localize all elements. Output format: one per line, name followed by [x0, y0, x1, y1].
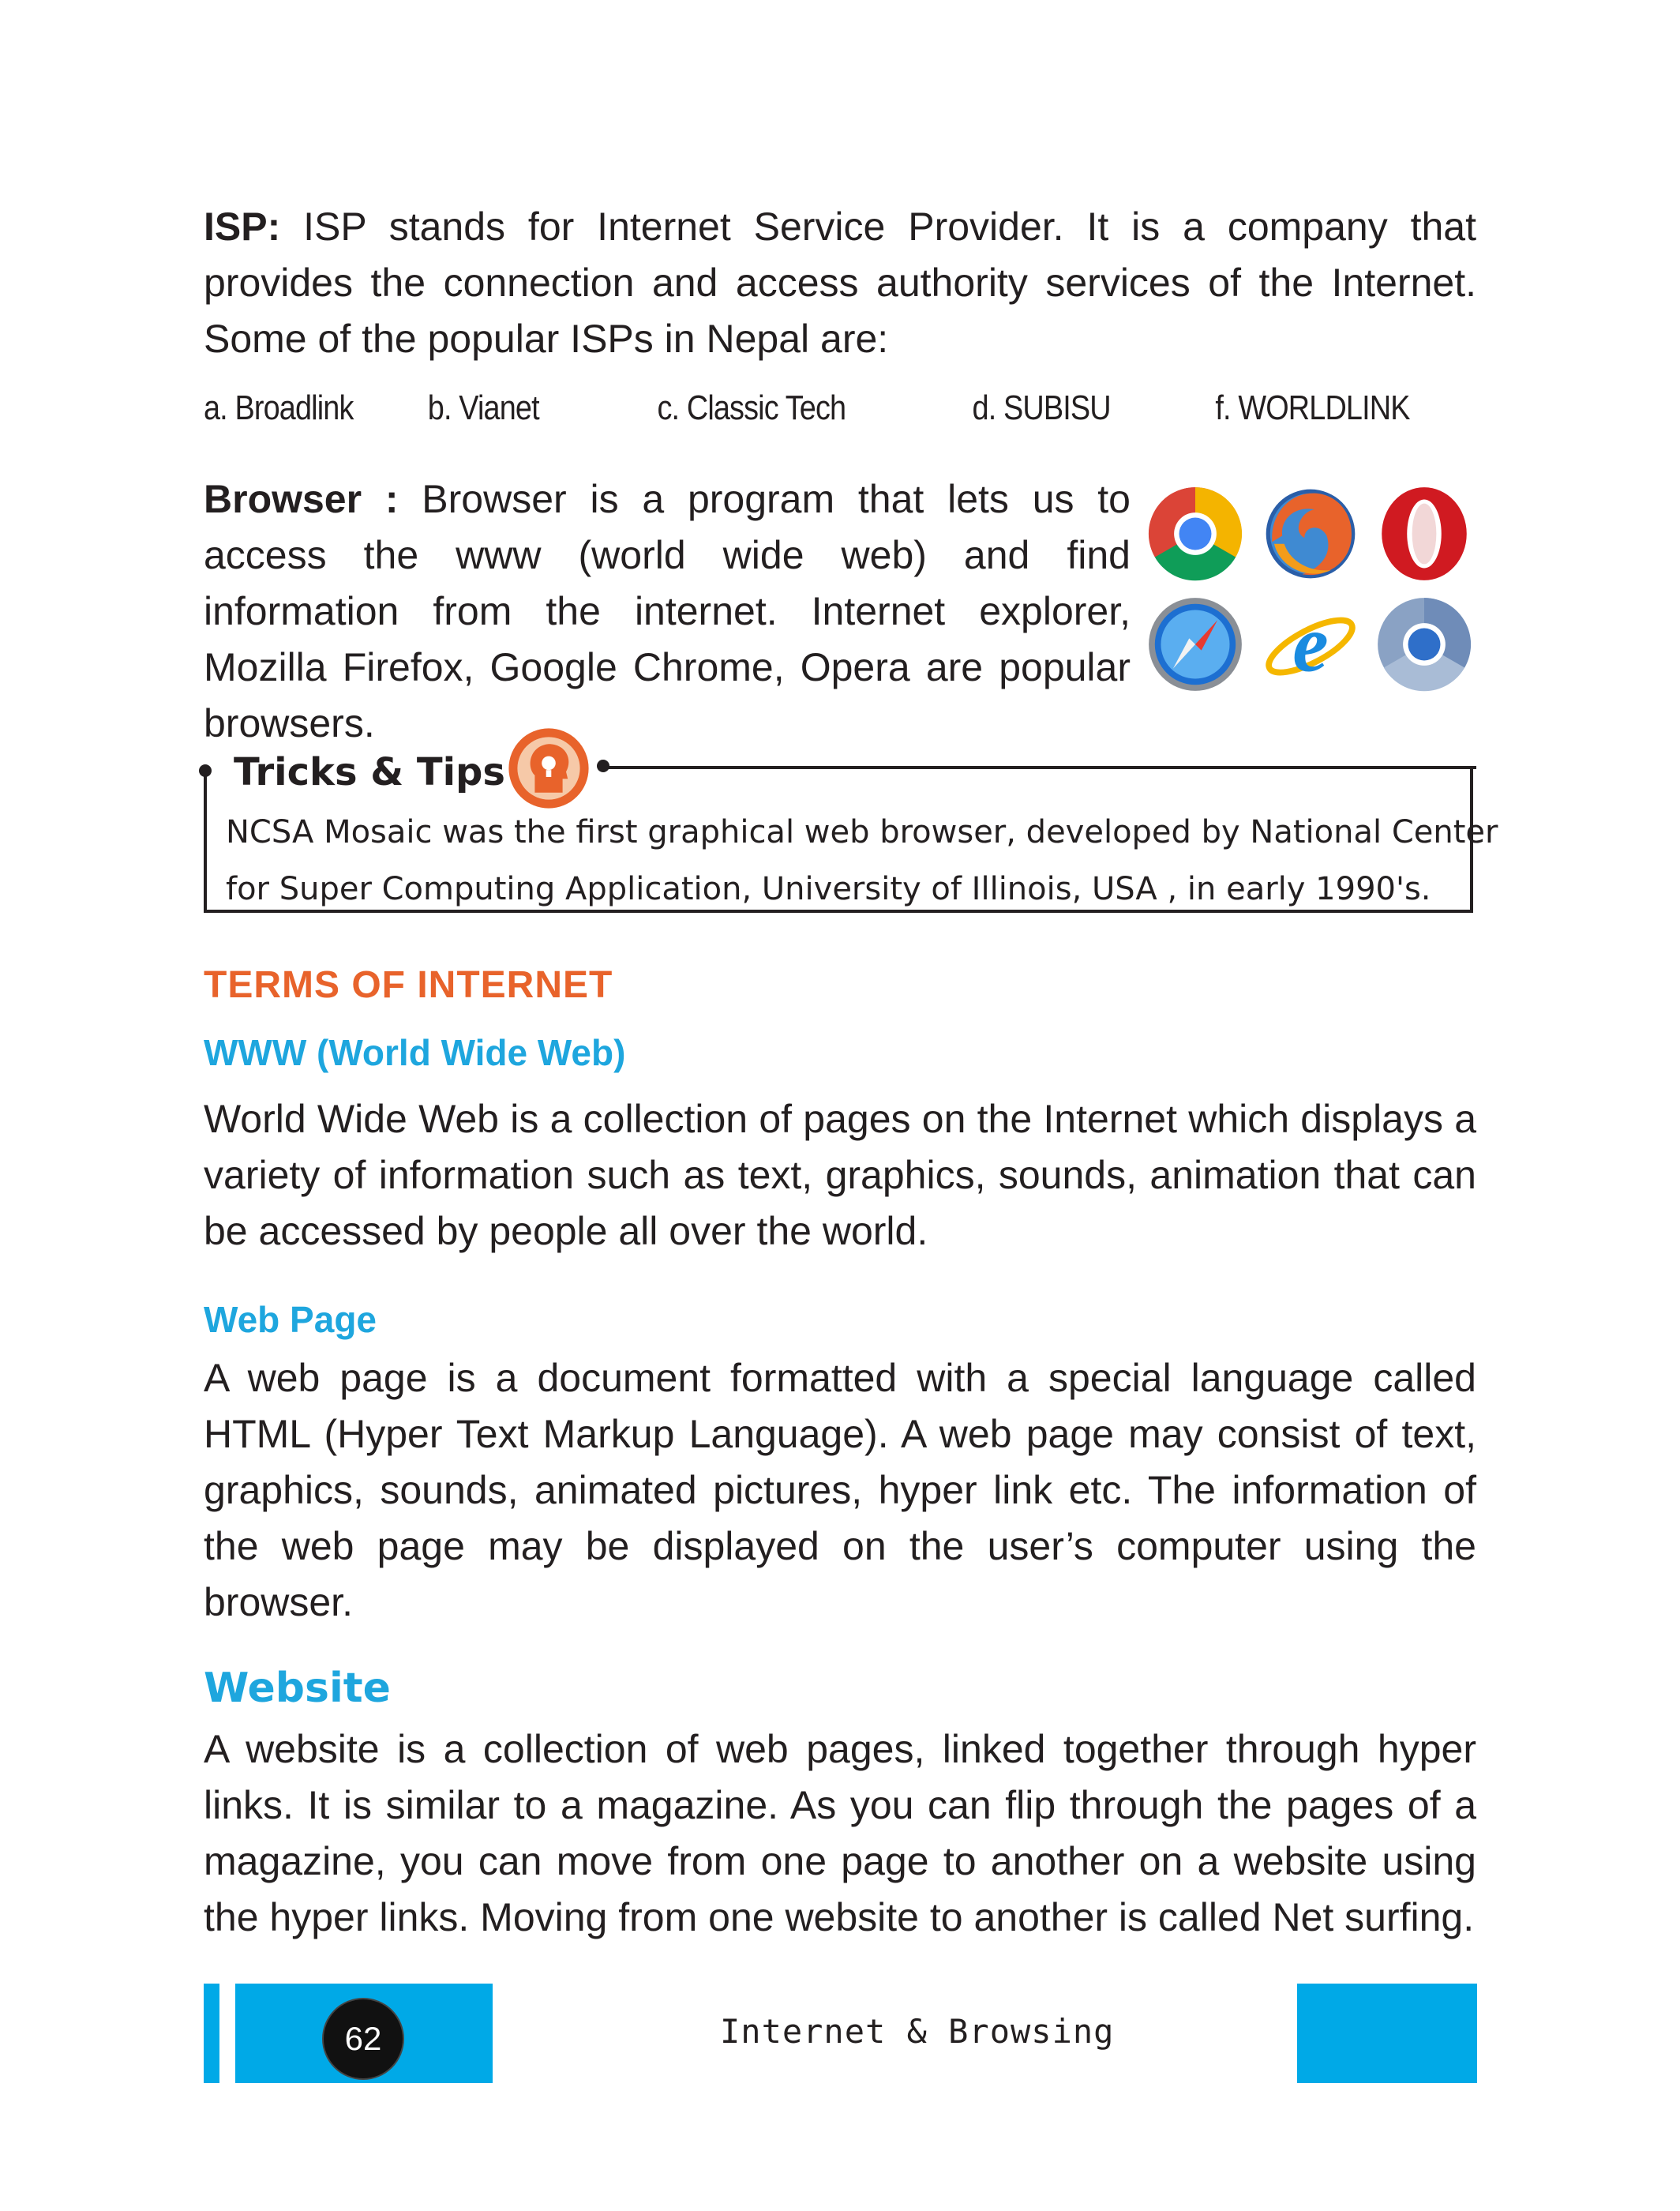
tips-line-1: NCSA Mosaic was the first graphical web browser, developed by National Center [226, 814, 1498, 850]
browser-text: Browser is a program that lets us to access the www (world wide web) and find information from the internet. Internet explorer, Mozilla Firefox, Google Chrome, Opera are popular browsers. [204, 477, 1131, 745]
isp-item-broadlink: a. Broadlink [204, 389, 354, 427]
browser-icons [1145, 483, 1476, 696]
webpage-heading: Web Page [204, 1299, 377, 1340]
tips-dot-left [199, 764, 212, 777]
tips-line-2: for Super Computing Application, University of Illinois, USA , in early 1990's. [226, 871, 1431, 907]
svg-text:e: e [1292, 599, 1329, 689]
chrome-icon [1145, 483, 1246, 584]
browser-term: Browser : [204, 477, 399, 521]
isp-text: ISP stands for Internet Service Provider. It is a company that provides the connection and access authority services of the Internet. Some of the popular ISPs in Nepal are: [204, 205, 1476, 361]
tips-top-line [604, 766, 1476, 769]
footer-bar-right [1297, 1984, 1477, 2083]
website-text: A website is a collection of web pages, linked together through hyper links. It is similar to a magazine. As you can flip through the pages of a magazine, you can move from one page to another on a website using the hyper links. Moving from one website to another is called Net surfing. [204, 1727, 1476, 1939]
isp-item-classic-tech: c. Classic Tech [657, 389, 846, 427]
page-number: 62 [324, 1999, 403, 2078]
isp-paragraph [204, 199, 1476, 367]
website-heading: Website [204, 1665, 391, 1712]
firefox-icon [1260, 483, 1361, 584]
browser-paragraph [204, 471, 1131, 752]
opera-icon [1374, 483, 1475, 584]
internet-explorer-icon [1260, 594, 1361, 695]
chromium-icon [1374, 594, 1475, 695]
isp-item-subisu: d. SUBISU [972, 389, 1111, 427]
tips-title: Tricks & Tips [234, 750, 505, 794]
terms-heading: TERMS OF INTERNET [204, 964, 613, 1006]
webpage-text: A web page is a document formatted with a special language called HTML (Hyper Text Markup Language). A web page may consist of text, graphics, sounds, animated pictures, hyper link etc. The information of the web page may be displayed on the user’s computer using the browser. [204, 1356, 1476, 1624]
www-heading: WWW (World Wide Web) [204, 1032, 626, 1073]
safari-icon [1145, 594, 1246, 695]
isp-item-worldlink: f. WORLDLINK [1215, 389, 1410, 427]
chapter-title: Internet & Browsing [720, 2012, 1115, 2051]
tips-dot-right [597, 760, 609, 772]
isp-item-vianet: b. Vianet [427, 389, 539, 427]
idea-head-icon [505, 725, 592, 812]
tips-text [226, 804, 1498, 918]
isp-term: ISP: [204, 205, 281, 249]
footer-bar-thin [204, 1984, 219, 2083]
www-text: World Wide Web is a collection of pages on the Internet which displays a variety of information such as text, graphics, sounds, animation that can be accessed by people all over the world. [204, 1097, 1476, 1253]
